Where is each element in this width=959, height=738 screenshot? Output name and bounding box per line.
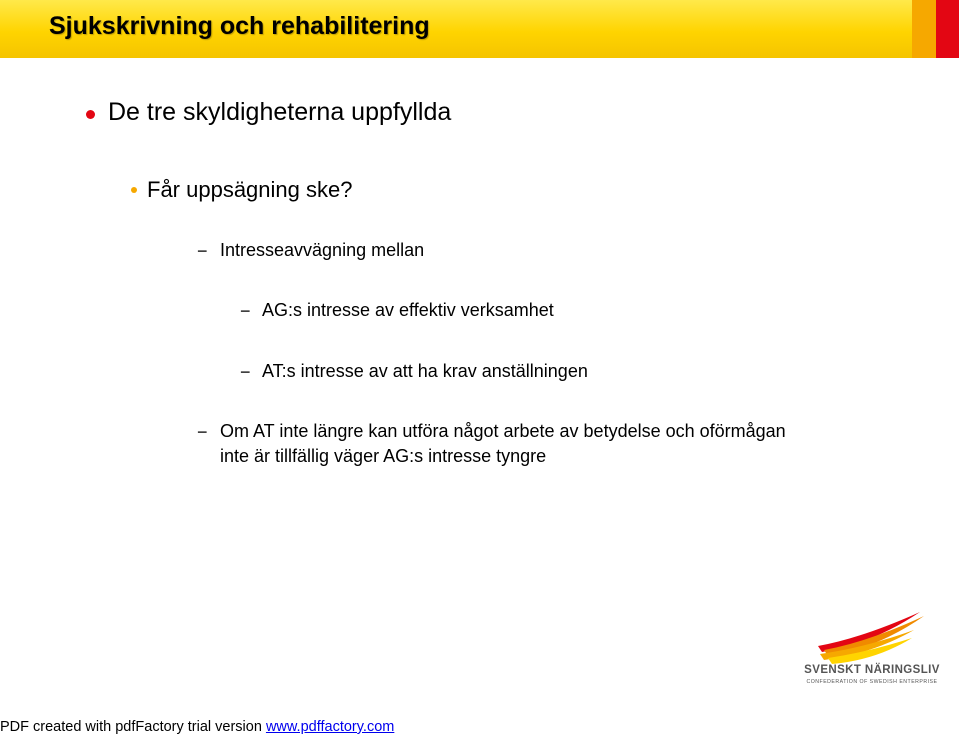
logo-name: SVENSKT NÄRINGSLIV — [804, 664, 940, 676]
dash-subitem-1: AG:s intresse av effektiv verksamhet — [262, 300, 554, 320]
bullet-red-icon — [86, 110, 95, 119]
dash-icon: − — [197, 422, 208, 442]
dash-icon: − — [240, 301, 251, 321]
corner-accent-orange — [912, 0, 936, 58]
footer — [0, 719, 394, 735]
dash-icon: − — [197, 241, 208, 261]
dash-item-1: Intresseavvägning mellan — [220, 240, 425, 260]
footer-text: PDF created with pdfFactory trial version — [0, 719, 266, 735]
dash-item-2-line2: inte är tillfällig väger AG:s intresse tyngre — [220, 446, 547, 466]
corner-accent-red — [936, 0, 959, 58]
dash-subitem-2: AT:s intresse av att ha krav anställningen — [262, 361, 588, 381]
slide-title: Sjukskrivning och rehabilitering — [49, 12, 430, 40]
bullet-level1-text: De tre skyldigheterna uppfyllda — [108, 98, 452, 126]
bullet-orange-icon — [131, 187, 137, 193]
svenskt-naringsliv-logo-icon — [802, 608, 942, 688]
dash-icon: − — [240, 362, 251, 382]
logo-subtitle: CONFEDERATION OF SWEDISH ENTERPRISE — [806, 679, 938, 685]
footer-link[interactable]: www.pdffactory.com — [265, 719, 395, 735]
dash-item-2-line1: Om AT inte längre kan utföra något arbete av betydelse och oförmågan — [220, 421, 786, 441]
bullet-level2-text: Får uppsägning ske? — [147, 177, 353, 202]
